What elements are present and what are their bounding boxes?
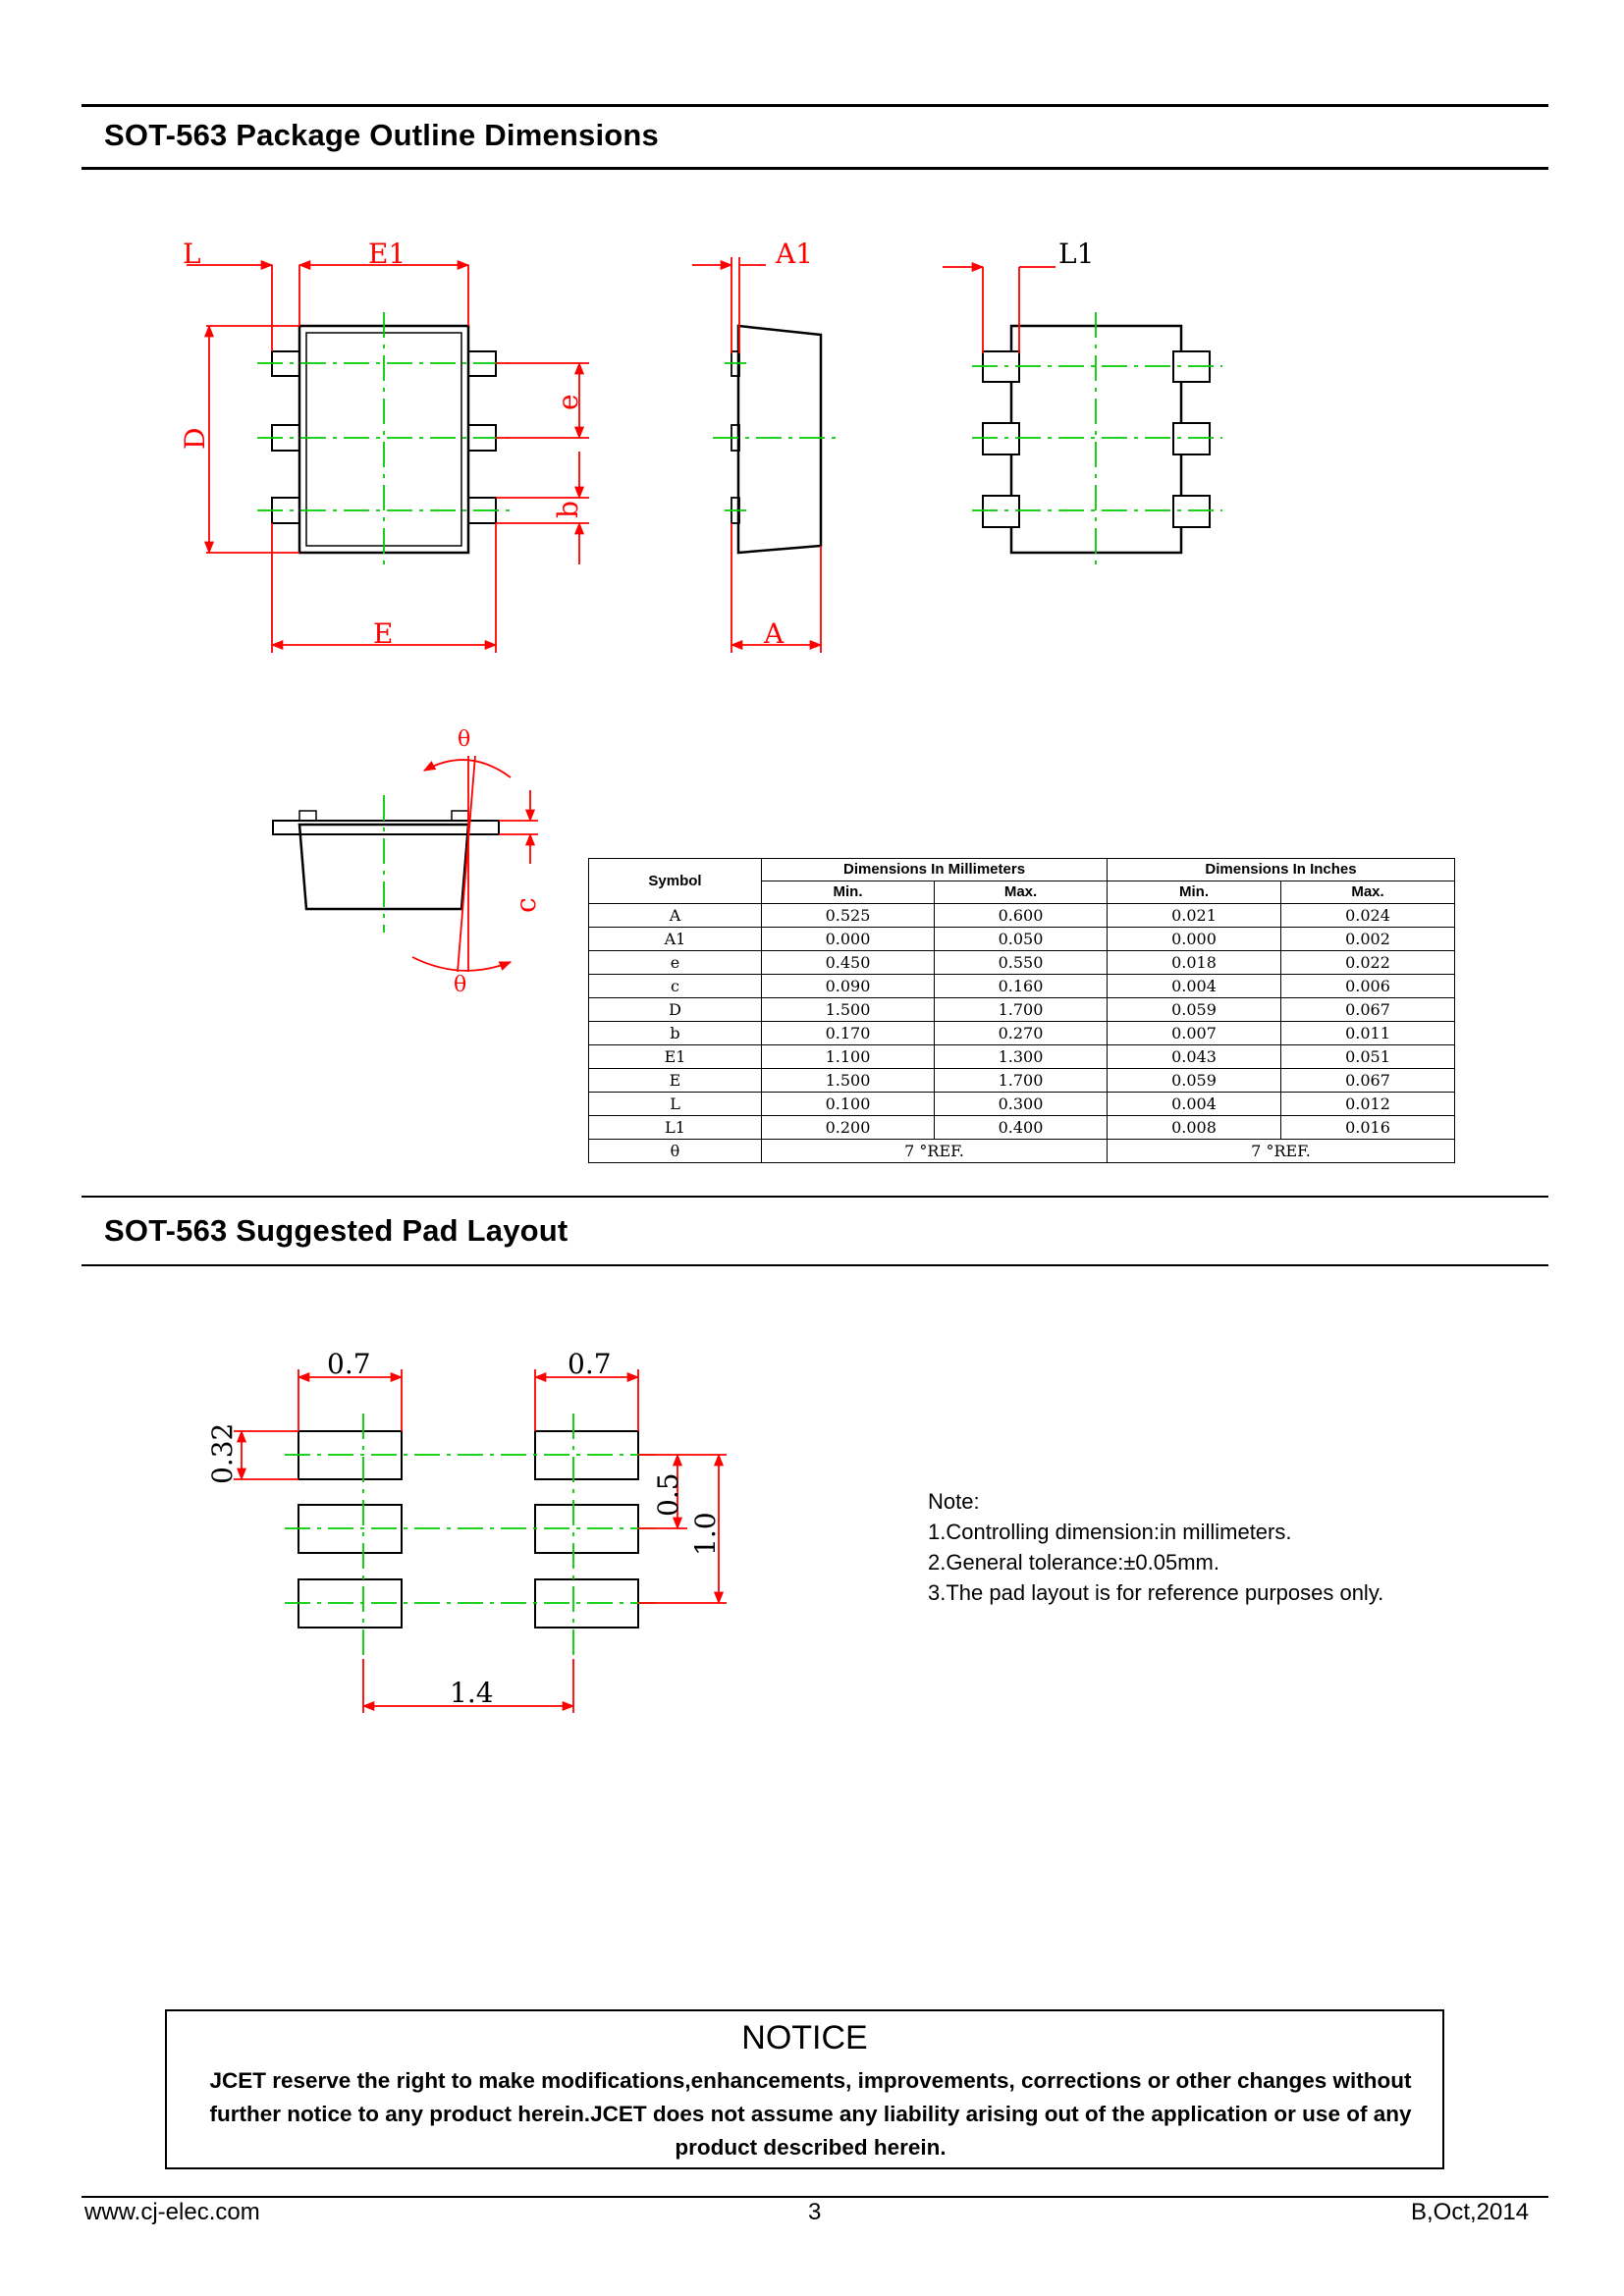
side-view [692, 238, 842, 653]
notice-title: NOTICE [741, 2019, 868, 2056]
label-b: b [552, 501, 584, 518]
table-cell-mm-max: 1.300 [935, 1045, 1108, 1069]
note-line-2: 2.General tolerance:±0.05mm. [928, 1550, 1219, 1575]
table-cell-in-max: 0.006 [1281, 975, 1455, 998]
label-A: A [764, 617, 785, 650]
table-cell-in-min: 0.043 [1108, 1045, 1281, 1069]
label-theta-bottom: θ [454, 973, 467, 997]
table-cell-mm-max: 0.600 [935, 904, 1108, 928]
table-cell-in-min: 0.021 [1108, 904, 1281, 928]
notice-box [165, 2009, 1444, 2169]
table-cell-symbol: E1 [589, 1045, 762, 1069]
label-L1: L1 [1058, 238, 1095, 270]
table-cell-mm-min: 1.100 [762, 1045, 935, 1069]
table-cell-mm-min: 0.525 [762, 904, 935, 928]
table-cell-in-max: 0.067 [1281, 998, 1455, 1022]
label-L: L [183, 238, 201, 270]
table-cell-symbol: b [589, 1022, 762, 1045]
outline-section-title: SOT-563 Package Outline Dimensions [104, 118, 659, 152]
footer-revision: B,Oct,2014 [1411, 2199, 1530, 2225]
label-c: c [510, 897, 542, 913]
header-symbol: Symbol [589, 859, 762, 904]
pad-label-span: 1.0 [689, 1512, 722, 1556]
label-e: e [552, 394, 584, 410]
label-E1: E1 [368, 238, 406, 270]
table-cell-mm-max: 0.550 [935, 951, 1108, 975]
table-row-theta [589, 1140, 1455, 1163]
table-cell-symbol: D [589, 998, 762, 1022]
table-cell-symbol: A [589, 904, 762, 928]
table-cell-mm-max: 0.300 [935, 1093, 1108, 1116]
table-cell-in-max: 0.016 [1281, 1116, 1455, 1140]
pad-label-spacing: 1.4 [450, 1677, 494, 1709]
table-row [589, 1045, 1455, 1069]
label-E: E [373, 617, 394, 650]
table-row [589, 1093, 1455, 1116]
table-row [589, 928, 1455, 951]
table-cell-mm-min: 0.450 [762, 951, 935, 975]
table-cell-mm-max: 1.700 [935, 1069, 1108, 1093]
dimensions-table [588, 858, 1455, 1163]
table-cell-symbol: e [589, 951, 762, 975]
pad-section-title: SOT-563 Suggested Pad Layout [104, 1213, 568, 1248]
table-row [589, 975, 1455, 998]
footer-website: www.cj-elec.com [84, 2199, 260, 2225]
table-row [589, 1069, 1455, 1093]
header-in-min: Min. [1108, 881, 1281, 904]
note-heading: Note: [928, 1489, 980, 1514]
footer-rule [81, 2196, 1548, 2198]
header-mm-min: Min. [762, 881, 935, 904]
table-cell-mm-min: 0.170 [762, 1022, 935, 1045]
bottom-view [943, 238, 1222, 569]
table-row [589, 1116, 1455, 1140]
table-cell-symbol: c [589, 975, 762, 998]
table-cell-mm-min: 1.500 [762, 1069, 935, 1093]
table-cell-in-min: 0.018 [1108, 951, 1281, 975]
table-cell-mm-min: 0.100 [762, 1093, 935, 1116]
table-cell-in-max: 0.002 [1281, 928, 1455, 951]
pad-layout [206, 1348, 727, 1713]
table-cell-in-max: 0.011 [1281, 1022, 1455, 1045]
table-cell-in-max: 0.012 [1281, 1093, 1455, 1116]
table-cell-mm-max: 0.270 [935, 1022, 1108, 1045]
label-A1: A1 [776, 238, 814, 270]
pad-label-pitch: 0.5 [652, 1472, 684, 1517]
note-line-1: 1.Controlling dimension:in millimeters. [928, 1520, 1292, 1544]
table-cell-mm-min: 0.200 [762, 1116, 935, 1140]
header-in: Dimensions In Inches [1108, 859, 1455, 881]
table-cell-in-min: 0.004 [1108, 975, 1281, 998]
table-cell-mm-max: 1.700 [935, 998, 1108, 1022]
label-D: D [179, 427, 211, 450]
table-cell-mm-min: 0.090 [762, 975, 935, 998]
footer-page-number: 3 [808, 2199, 822, 2225]
header-mm-max: Max. [935, 881, 1108, 904]
table-cell-in-max: 0.022 [1281, 951, 1455, 975]
table-cell-in-min: 0.000 [1108, 928, 1281, 951]
table-cell-theta-in: 7 °REF. [1108, 1140, 1455, 1163]
table-cell-symbol: L [589, 1093, 762, 1116]
table-cell-in-min: 0.059 [1108, 1069, 1281, 1093]
table-cell-in-max: 0.051 [1281, 1045, 1455, 1069]
table-cell-in-min: 0.004 [1108, 1093, 1281, 1116]
table-cell-in-max: 0.067 [1281, 1069, 1455, 1093]
table-cell-mm-min: 1.500 [762, 998, 935, 1022]
table-cell-in-max: 0.024 [1281, 904, 1455, 928]
table-cell-in-min: 0.059 [1108, 998, 1281, 1022]
note-line-3: 3.The pad layout is for reference purposes only. [928, 1580, 1384, 1605]
table-row [589, 998, 1455, 1022]
table-cell-symbol: A1 [589, 928, 762, 951]
table-cell-theta-symbol: θ [589, 1140, 762, 1163]
table-cell-mm-max: 0.400 [935, 1116, 1108, 1140]
pad-label-width-right: 0.7 [568, 1348, 612, 1380]
header-in-max: Max. [1281, 881, 1455, 904]
table-cell-in-min: 0.008 [1108, 1116, 1281, 1140]
table-cell-theta-mm: 7 °REF. [762, 1140, 1108, 1163]
notice-text: JCET reserve the right to make modifications,enhancements, improvements, corrections or other changes without further notice to any product herein.JCET does not assume any liability arising out of the application or use of any product described herein. [209, 2068, 1412, 2160]
table-cell-mm-max: 0.050 [935, 928, 1108, 951]
profile-view [273, 727, 542, 997]
table-cell-symbol: L1 [589, 1116, 762, 1140]
top-view [179, 238, 589, 653]
table-row [589, 1022, 1455, 1045]
header-mm: Dimensions In Millimeters [762, 859, 1108, 881]
pad-label-height: 0.32 [206, 1422, 239, 1484]
label-theta-top: θ [458, 727, 471, 752]
table-row [589, 904, 1455, 928]
table-cell-mm-max: 0.160 [935, 975, 1108, 998]
table-cell-symbol: E [589, 1069, 762, 1093]
table-row [589, 951, 1455, 975]
pad-layout-note [928, 1486, 1383, 1608]
pad-label-width-left: 0.7 [327, 1348, 371, 1380]
table-cell-mm-min: 0.000 [762, 928, 935, 951]
table-cell-in-min: 0.007 [1108, 1022, 1281, 1045]
